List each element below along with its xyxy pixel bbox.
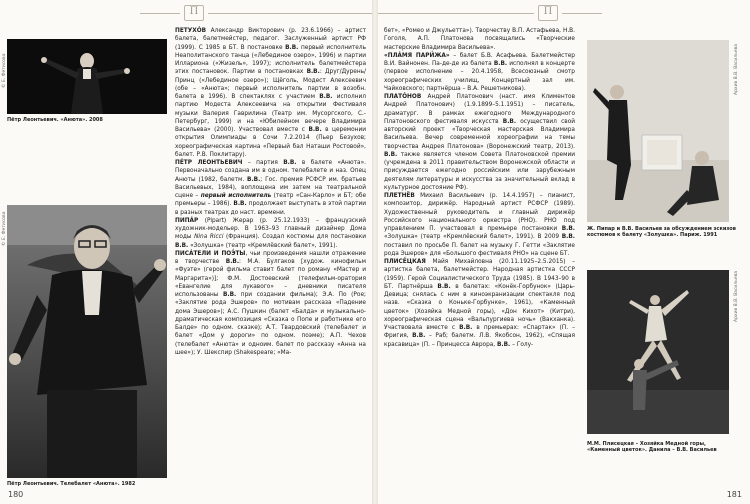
entry-pletnev: ПЛЕТНЁВ Михаил Васильевич (р. 14.4.1957) – пианист, композитор, дирижёр. Народный артист РСФСР (1989). Художественный руководитель и главный дирижёр Российского национального оркестра (РНО). РНО под управлением П. участвовал в премьере постановки В.В. «Золушка» (театр «Кремлёвский балет», 1991). В 2009 В.В. поставил по просьбе П. балет на музыку Г. Гетти «Заклятие рода Эшеров» для «Большого фестиваля РНО» на сцене БТ. [384,193,575,257]
entry-pipart: ПИПÁР (Pipart) Жерар (р. 25.12.1933) – французский художник-модельер. В 1963–93 главный дизайнер Дома моды Nina Ricci (Франция). Создал костюмы для постановки В.В. «Золушка» (театр «Кремлёвский балет», 1991). [175,217,366,249]
photo-petr-leontievich-2008 [7,39,167,114]
entry-pisateli-i-poety: ПИСÁТЕЛИ И ПОЭ́ТЫ, чьи произведения нашли отражение в творчестве В.В.: М.А. Булгаков [худож. кинофильм «Фуэте» (герой фильма ставит балет по роману «Мастер и Маргарита»)]; Ф.М. Достоевский (телефильм-оратория «Евангелие для лукавого» – дневники писателя использованы В.В. при создании фильма); Э.А. По (Рое; «Заклятие рода Эшеров» по мотивам рассказа «Падение дома Эшеров»); А.С. Пушкин (балет «Балда» и музыкально-драматическая композиция «Сказка о Попе и работнике его Балде» по одном. сказке); А.Т. Твардовский (телебалет и балет «Дом у дороги» по одном. поэме); А.П. Чехов (телебалет «Анюта» и одноим. балет по рассказу «Анна на шее»); У. Шекспир (Shakespeare; «Ма- [175,250,367,356]
caption: Пётр Леонтьевич. Телебалет «Анюта». 1982 [7,481,136,487]
entry-plamya-parizha: «ПЛÁМЯ ПАРИ́ЖА» – балет Б.В. Асафьева. Балетмейстер В.И. Вайнонен. Па-де-де из балета В.В. исполнял в концерте (первое исполнение – 20.4.1958, Всесоюзный смотр хореографических училищ, Концертный зал им. Чайковского; партнёрша – В.А. Решетникова). [384,52,575,92]
entry-petr-leontievich: ПÉТР ЛЕОНТЬЕВИЧ – партия В.В. в балете «Анюта». Первоначально создана им в одном. телебалете и наз. Опец Анюты (1982, балетм. В.В.; Гос. премия РСФСР им. братьев Васильевых, 1984), воплощена им затем на театральной сцене – первый исполнитель (театр «Сан-Карло» и БТ; обе премьеры – 1986). В.В. продолжает выступать в этой партии в разных театрах до наст. времени. [175,160,367,216]
header-ornament [140,6,372,20]
photo-credit: © Е. Фетисова [2,211,7,246]
page-number: 180 [8,490,24,499]
monogram-emblem-icon: П [184,5,204,21]
caption: Пётр Леонтьевич. «Анюта». 2008 [7,117,103,123]
entry-petukhov: ПЕТУХÓВ Александр Викторович (р. 23.6.1966) – артист балета, балетмейстер, педагог. Заслуженный артист РФ (1999). С 1985 в БТ. В постановке В.В. первый исполнитель Неаполитанского танца («Лебединое озеро», 1996) и партии Иллариона («Жизель», 1997); исполнитель балетмейстера этих постановок. Партии в постановках В.В.: Друг/Дурень/Принц («Лебединое озеро»); Щёголь, Модест Алексеевич (обе – «Анюта»; первый исполнитель партии в возобн. балета в 1996). В спектаклях с участием В.В. исполнил партию Модеста Алексеевича на открытии Фестиваля музыки Валерия Гаврилина (Театр им. Мусоргского, С.-Петербург, 1999) и на «Юбилейном вечере Владимира Васильева» (2000). Участвовал вместе с В.В. в церемонии открытия Олимпиады в Сочи 7.2.2014 (Пьер Безухов; хореографическая картина «Первый бал Наташи Ростовой», балет. Р.В. Поклитару). [175,28,367,158]
photo-credit: Архив В.В. Васильева [734,270,739,322]
photo-pipart-vasiliev [587,40,729,222]
entry-platonov: ПЛАТÓНОВ Андрей Платонович (наст. имя Климентов Андрей Платонович) (1.9.1899–5.1.1951) – писатель, драматург. В рамках ежегодного Международного Платоновского фестиваля искусств В.В. осуществил свой авторский проект «Творческая мастерская Владимира Васильева. Вечер современной хореографии на темы творчества Андрея Платонова» (Воронежский театр, 2013). В.В. также является членом Совета Платоновской премии (учреждена в 2011 правительством Воронежской области и присуждается ежегодно российским или зарубежным деятелям литературы и искусства за значительный вклад в культурное достояние РФ). [384,94,576,191]
monogram-emblem-icon: П [538,5,558,21]
photo-credit: Архив В.В. Васильева [734,43,739,95]
photo-petr-leontievich-1982 [7,205,167,478]
right-page [378,0,750,504]
photo-credit: © Е. Фетисова [2,53,7,88]
left-page [0,0,372,504]
caption: Ж. Пипар и В.В. Васильев за обсуждением эскизов костюмов к балету «Золушка». Париж. 1991 [587,226,736,238]
photo-plisetskaya-vasiliev [587,270,729,434]
text-column-left [175,27,366,483]
header-ornament [378,6,602,20]
page-number: 181 [726,490,742,499]
entry-plisetskaya: ПЛИСЕ́ЦКАЯ Майя Михайловна (20.11.1925–2.5.2015) – артистка балета, балетмейстер. Народная артистка СССР (1959). Герой Социалистического Труда (1985). В 1943–90 в БТ. Партнёрша В.В. в балетах: «Конёк-Горбунок» (Царь-Девица; снялась с ним в киноэкранизации спектакля под назв. «Сказка о Коньке-Горбунке», 1961), «Каменный цветок» (Хозяйка Медной горы), «Дон Кихот» (Китри), хореографическая сцена «Вальпургиева ночь» (Вакханка). Участвовала вместе с В.В. в премьерах: «Спартак» (П. – Фригия, В.В. – Раб; балетм. Л.В. Якобсон, 1962), «Спящая красавица» (П. – Принцесса Аврора, В.В. – Голу- [384,259,576,348]
entry-macbeth-cont: бет», «Ромео и Джульетта»). Творчеству В.П. Астафьева, Н.В. Гоголя, А.П. Платонова посвящались «Творческие мастерские Владимира Васильева». [384,28,575,51]
caption: М.М. Плисецкая – Хозяйка Медной горы, «Каменный цветок». Данила – В.В. Васильев [587,441,717,453]
text-column-right [384,27,575,483]
